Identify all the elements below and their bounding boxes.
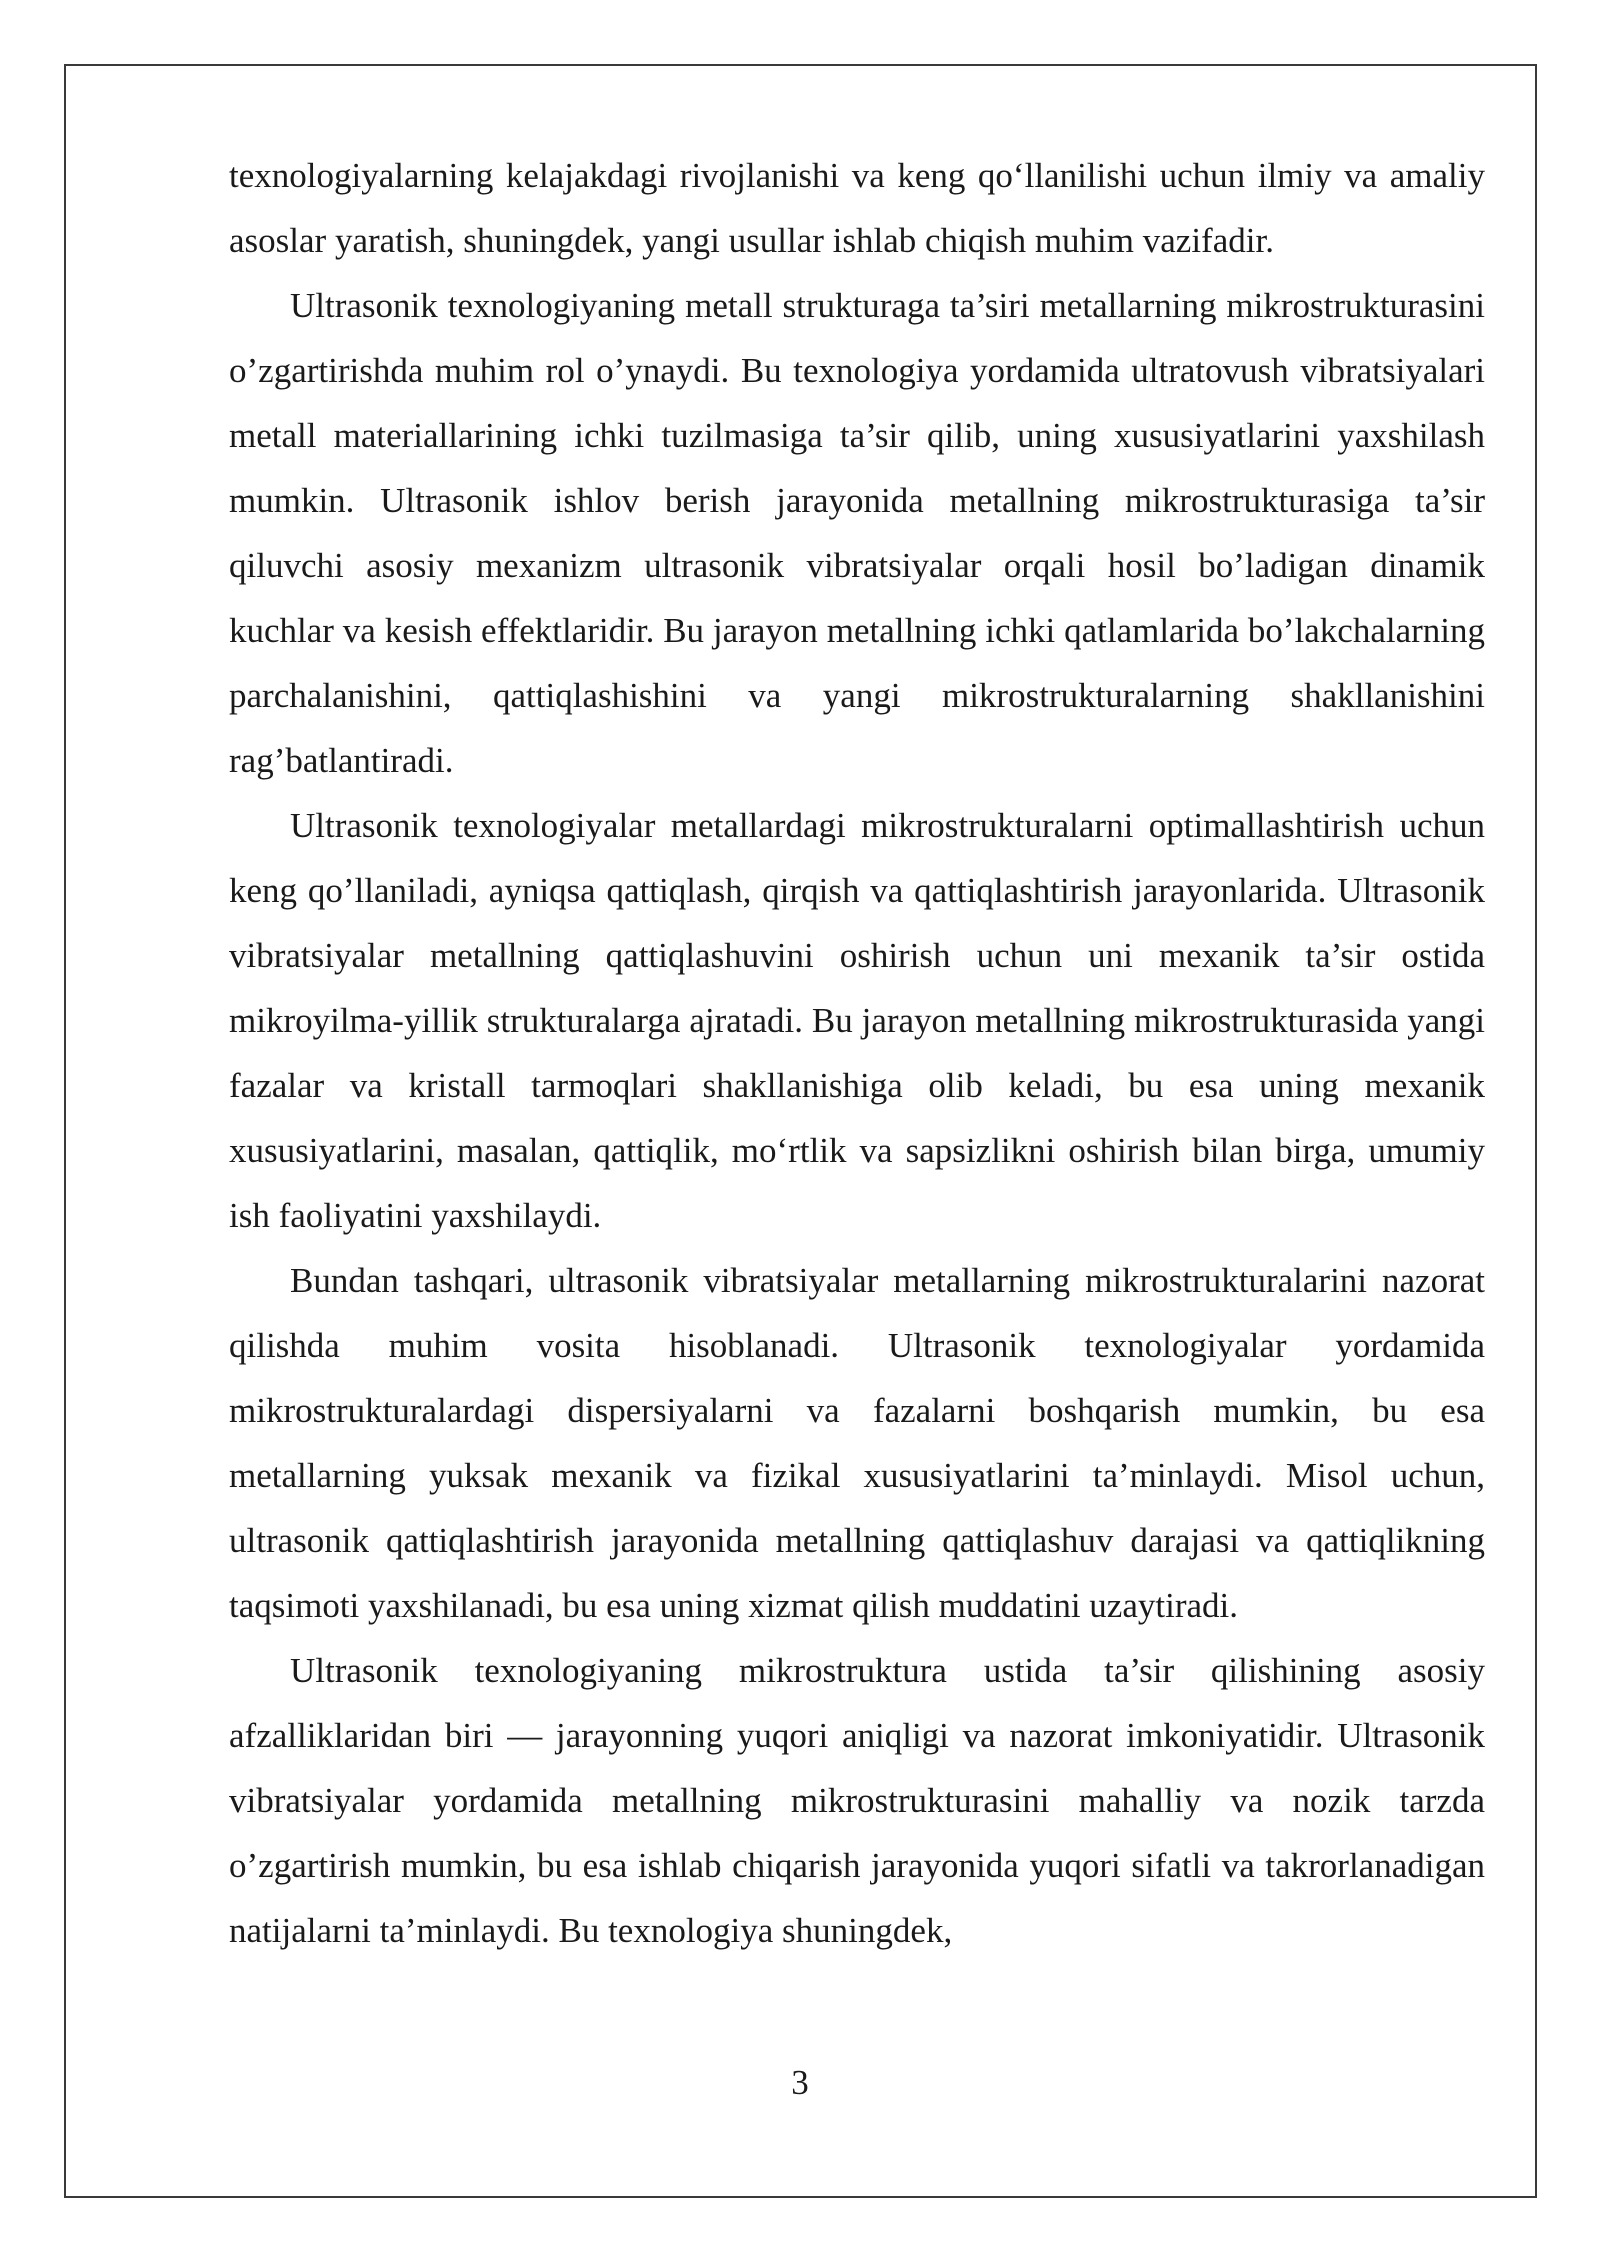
paragraph: Ultrasonik texnologiyalar metallardagi mikrostrukturalarni optimallashtirish uchun keng qo’llaniladi, ayniqsa qattiqlash, qirqish va qattiqlashtirish jarayonlarida. Ultrasonik vibratsiyalar metallning qattiqlashuvini oshirish uchun uni mexanik ta’sir ostida mikroyilma-yillik strukturalarga ajratadi. Bu jarayon metallning mikrostrukturasida yangi fazalar va kristall tarmoqlari shakllanishiga olib keladi, bu esa uning mexanik xususiyatlarini, masalan, qattiqlik, mo‘rtlik va sapsizlikni oshirish bilan birga, umumiy ish faoliyatini yaxshilaydi. [229,806,1485,1235]
page-number: 3 [791,2063,809,2102]
paragraph-continuation: texnologiyalarning kelajakdagi rivojlanishi va keng qo‘llanilishi uchun ilmiy va amaliy asoslar yaratish, shuningdek, yangi usullar ishlab chiqish muhim vazifadir. [229,156,1485,260]
body-text [229,143,1485,1963]
paragraph: Bundan tashqari, ultrasonik vibratsiyalar metallarning mikrostrukturalarini nazorat qilishda muhim vosita hisoblanadi. Ultrasonik texnologiyalar yordamida mikrostrukturalardagi dispersiyalarni va fazalarni boshqarish mumkin, bu esa metallarning yuksak mexanik va fizikal xususiyatlarini ta’minlaydi. Misol uchun, ultrasonik qattiqlashtirish jarayonida metallning qattiqlashuv darajasi va qattiqlikning taqsimoti yaxshilanadi, bu esa uning xizmat qilish muddatini uzaytiradi. [229,1261,1485,1625]
paragraph: Ultrasonik texnologiyaning metall strukturaga ta’siri metallarning mikrostrukturasini o’zgartirishda muhim rol o’ynaydi. Bu texnologiya yordamida ultratovush vibratsiyalari metall materiallarining ichki tuzilmasiga ta’sir qilib, uning xususiyatlarini yaxshilash mumkin. Ultrasonik ishlov berish jarayonida metallning mikrostrukturasiga ta’sir qiluvchi asosiy mexanizm ultrasonik vibratsiyalar orqali hosil bo’ladigan dinamik kuchlar va kesish effektlaridir. Bu jarayon metallning ichki qatlamlarida bo’lakchalarning parchalanishini, qattiqlashishini va yangi mikrostrukturalarning shakllanishini rag’batlantiradi. [229,286,1485,780]
paragraph: Ultrasonik texnologiyaning mikrostruktura ustida ta’sir qilishining asosiy afzalliklaridan biri — jarayonning yuqori aniqligi va nazorat imkoniyatidir. Ultrasonik vibratsiyalar yordamida metallning mikrostrukturasini mahalliy va nozik tarzda o’zgartirish mumkin, bu esa ishlab chiqarish jarayonida yuqori sifatli va takrorlanadigan natijalarni ta’minlaydi. Bu texnologiya shuningdek, [229,1651,1485,1950]
